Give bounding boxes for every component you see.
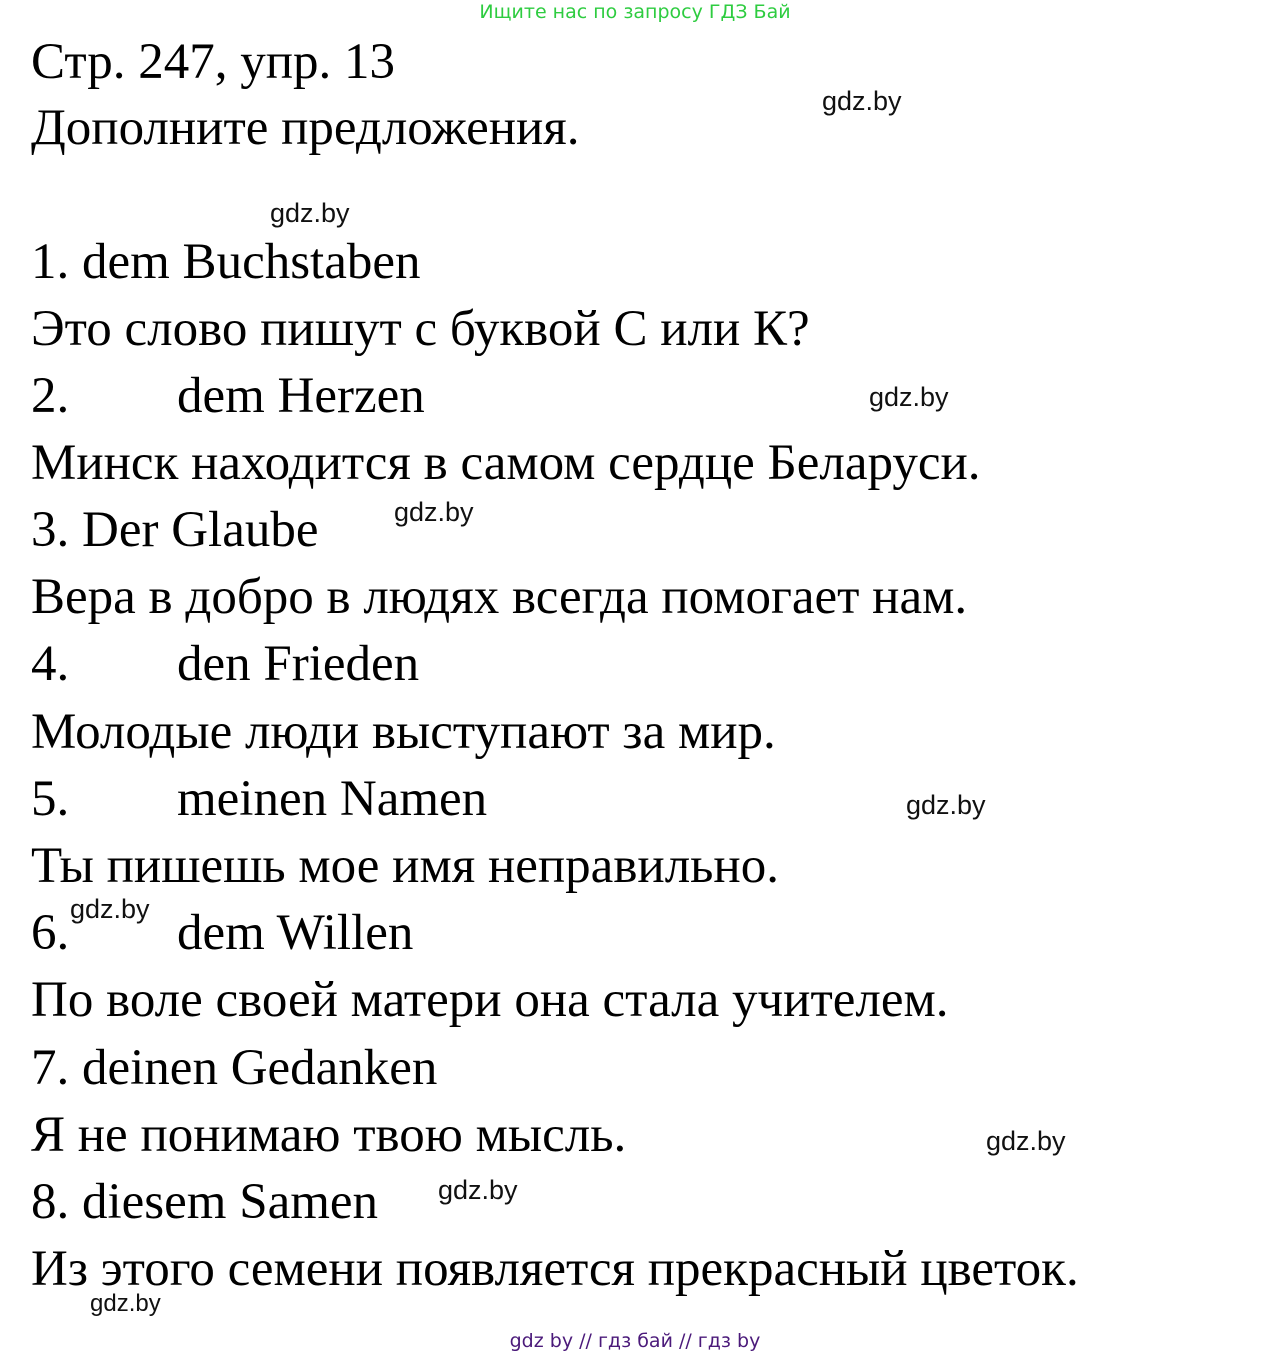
item-answer: meinen Namen bbox=[177, 771, 488, 827]
footer: gdz by // гдз бай // гдз by bbox=[509, 1330, 761, 1352]
item-number: 4. bbox=[31, 636, 70, 692]
item-number: 5. bbox=[31, 771, 70, 827]
answer-line-5 bbox=[31, 769, 487, 829]
answer-line-7 bbox=[31, 1038, 437, 1098]
page-title: Стр. 247, упр. 13 bbox=[31, 34, 396, 90]
item-number: 8. bbox=[31, 1174, 70, 1230]
answer-line-1 bbox=[31, 232, 421, 292]
item-answer: Der Glaube bbox=[82, 502, 319, 558]
item-answer: dem Herzen bbox=[177, 368, 425, 424]
watermark: gdz.by bbox=[90, 1290, 161, 1317]
watermark: gdz.by bbox=[822, 86, 902, 116]
watermark: gdz.by bbox=[438, 1175, 518, 1205]
watermark: gdz.by bbox=[394, 497, 474, 527]
answer-line-3 bbox=[31, 500, 318, 560]
item-number: 2. bbox=[31, 368, 70, 424]
item-answer: den Frieden bbox=[177, 636, 420, 692]
top-banner: Ищите нас по запросу ГДЗ Бай bbox=[479, 1, 791, 23]
watermark: gdz.by bbox=[986, 1126, 1066, 1156]
item-answer: deinen Gedanken bbox=[82, 1040, 438, 1096]
item-number: 7. bbox=[31, 1040, 70, 1096]
instruction: Дополните предложения. bbox=[31, 100, 580, 156]
translation-line-2: Минск находится в самом сердце Беларуси. bbox=[31, 435, 981, 491]
translation-line-1: Это слово пишут с буквой С или К? bbox=[31, 301, 810, 357]
translation-line-6: По воле своей матери она стала учителем. bbox=[31, 972, 949, 1028]
watermark: gdz.by bbox=[906, 790, 986, 820]
watermark: gdz.by bbox=[869, 382, 949, 412]
item-number: 1. bbox=[31, 234, 70, 290]
answer-line-8 bbox=[31, 1172, 378, 1232]
item-number: 3. bbox=[31, 502, 70, 558]
answer-line-4 bbox=[31, 634, 419, 694]
watermark: gdz.by bbox=[70, 894, 150, 924]
translation-line-5: Ты пишешь мое имя неправильно. bbox=[31, 838, 779, 894]
translation-line-8: Из этого семени появляется прекрасный цветок. bbox=[31, 1241, 1079, 1297]
translation-line-4: Молодые люди выступают за мир. bbox=[31, 704, 776, 760]
item-answer: dem Buchstaben bbox=[82, 234, 421, 290]
item-number: 6. bbox=[31, 905, 70, 961]
watermark: gdz.by bbox=[270, 198, 350, 228]
item-answer: diesem Samen bbox=[82, 1174, 379, 1230]
translation-line-3: Вера в добро в людях всегда помогает нам. bbox=[31, 569, 968, 625]
translation-line-7: Я не понимаю твою мысль. bbox=[31, 1107, 627, 1163]
item-answer: dem Willen bbox=[177, 905, 414, 961]
answer-line-2 bbox=[31, 366, 425, 426]
